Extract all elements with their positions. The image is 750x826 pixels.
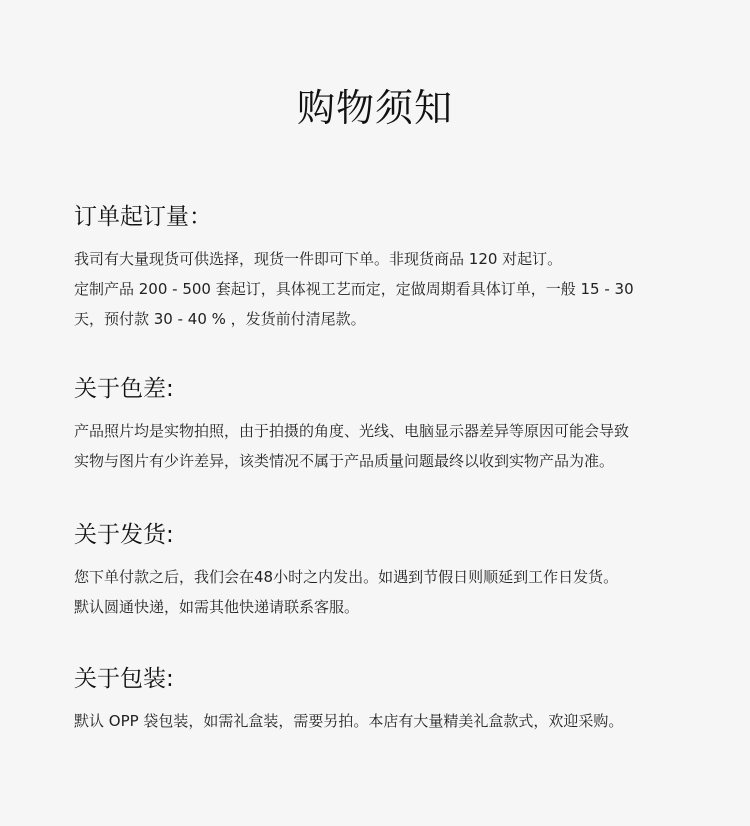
- section-text-line: 天，预付款 30 - 40 % ，发货前付清尾款。: [74, 310, 366, 328]
- section-text-line: 实物与图片有少许差异，该类情况不属于产品质量问题最终以收到实物产品为准。: [74, 452, 615, 470]
- section-packaging: [74, 662, 684, 736]
- page-title: 购物须知: [296, 86, 453, 130]
- section-heading-shipping: 关于发货:: [74, 522, 174, 548]
- section-text-line: 我司有大量现货可供选择，现货一件即可下单。非现货商品 120 对起订。: [74, 250, 563, 268]
- section-order-minimum: [74, 200, 684, 334]
- section-shipping: [74, 518, 684, 622]
- section-text-line: 产品照片均是实物拍照，由于拍摄的角度、光线、电脑显示器差异等原因可能会导致: [74, 422, 630, 440]
- section-color-difference: [74, 372, 684, 476]
- section-text-line: 您下单付款之后，我们会在48小时之内发出。如遇到节假日则顺延到工作日发货。: [74, 568, 619, 586]
- section-text-line: 定制产品 200 - 500 套起订，具体视工艺而定，定做周期看具体订单，一般 15 - 30: [74, 280, 634, 298]
- section-heading-order-minimum: 订单起订量：: [74, 204, 212, 230]
- section-text-line: 默认 OPP 袋包装，如需礼盒装，需要另拍。本店有大量精美礼盒款式，欢迎采购。: [74, 712, 624, 730]
- section-heading-packaging: 关于包装:: [74, 666, 174, 692]
- section-text-line: 默认圆通快递，如需其他快递请联系客服。: [74, 598, 360, 616]
- section-heading-color-difference: 关于色差:: [74, 376, 174, 402]
